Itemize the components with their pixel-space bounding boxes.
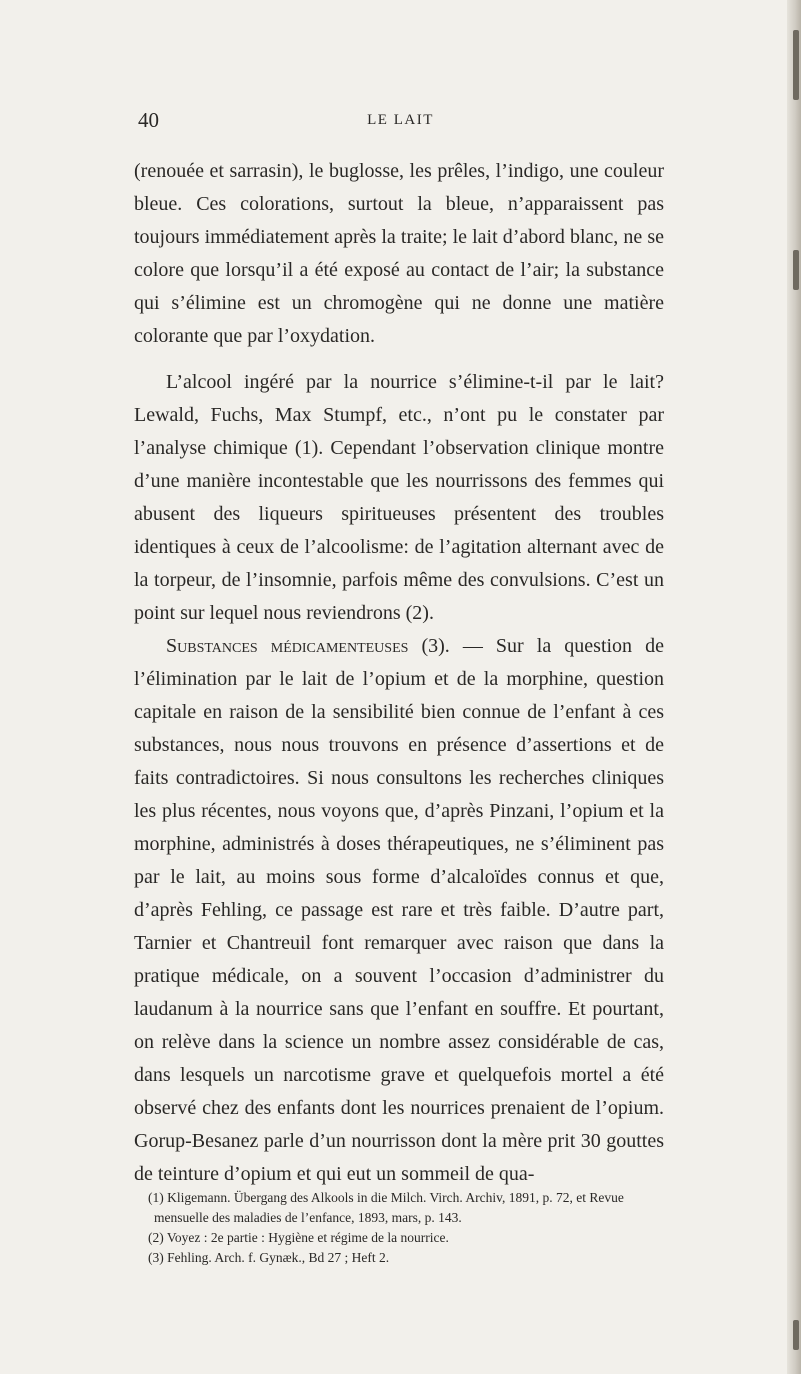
- paragraph-2: L’alcool ingéré par la nourrice s’élimine-t-il par le lait? Lewald, Fuchs, Max Stumpf, etc., n’ont pu le constater par l’analyse chimique (1). Cependant l’observation clinique montre d’une manière incontestable que les nourrissons des femmes qui abusent des liqueurs spiritueuses présentent des troubles identiques à ceux de l’alcoolisme: de l’agitation alternant avec de la torpeur, de l’insomnie, parfois même des convulsions. C’est un point sur lequel nous reviendrons (2).: [134, 371, 664, 624]
- page-number: 40: [138, 108, 159, 132]
- footnote-3: (3) Fehling. Arch. f. Gynæk., Bd 27 ; Heft 2.: [148, 1250, 390, 1265]
- paragraph-1: (renouée et sarrasin), le buglosse, les prêles, l’indigo, une couleur bleue. Ces colorations, surtout la bleue, n’apparaissent pas toujours immédiatement après la traite; le lait d’abord blanc, ne se colore que lorsqu’il a été exposé au contact de l’air; la substance qui s’élimine est un chromogène qui ne donne une matière colorante que par l’oxydation.: [134, 160, 664, 347]
- footnotes: [134, 1188, 664, 1268]
- body-text: [134, 155, 664, 1191]
- footnote-1: (1) Kligemann. Übergang des Alkools in die Milch. Virch. Archiv, 1891, p. 72, et Revue mensuelle des maladies de l’enfance, 1893, mars, p. 143.: [148, 1190, 624, 1225]
- section-heading: Substances médicamenteuses: [166, 635, 409, 657]
- page-header: [0, 108, 801, 140]
- page-edge-shadow: [787, 0, 801, 1374]
- footnote-2: (2) Voyez : 2e partie : Hygiène et régime de la nourrice.: [148, 1230, 449, 1245]
- paragraph-3-text: (3). — Sur la question de l’élimination par le lait de l’opium et de la morphine, question capitale en raison de la sensibilité bien connue de l’enfant à ces substances, nous nous trouvons en présence d’assertions et de faits contradictoires. Si nous consultons les recherches cliniques les plus récentes, nous voyons que, d’après Pinzani, l’opium et la morphine, administrés à doses thérapeutiques, ne s’éliminent pas par le lait, au moins sous forme d’alcaloïdes connus et que, d’après Fehling, ce passage est rare et très faible. D’autre part, Tarnier et Chantreuil font remarquer avec raison que dans la pratique médicale, on a souvent l’occasion d’administrer du laudanum à la nourrice sans que l’enfant en souffre. Et pourtant, on relève dans la science un nombre assez considérable de cas, dans lesquels un narcotisme grave et quelquefois mortel a été observé chez des enfants dont les nourrices prenaient de l’opium. Gorup-Besanez parle d’un nourrisson dont la mère prit 30 gouttes de teinture d’opium et qui eut un sommeil de qua-: [134, 635, 664, 1185]
- running-title: LE LAIT: [367, 112, 434, 128]
- paragraph-3: [134, 630, 664, 1191]
- edge-mark: [793, 30, 799, 100]
- edge-mark: [793, 1320, 799, 1350]
- edge-mark: [793, 250, 799, 290]
